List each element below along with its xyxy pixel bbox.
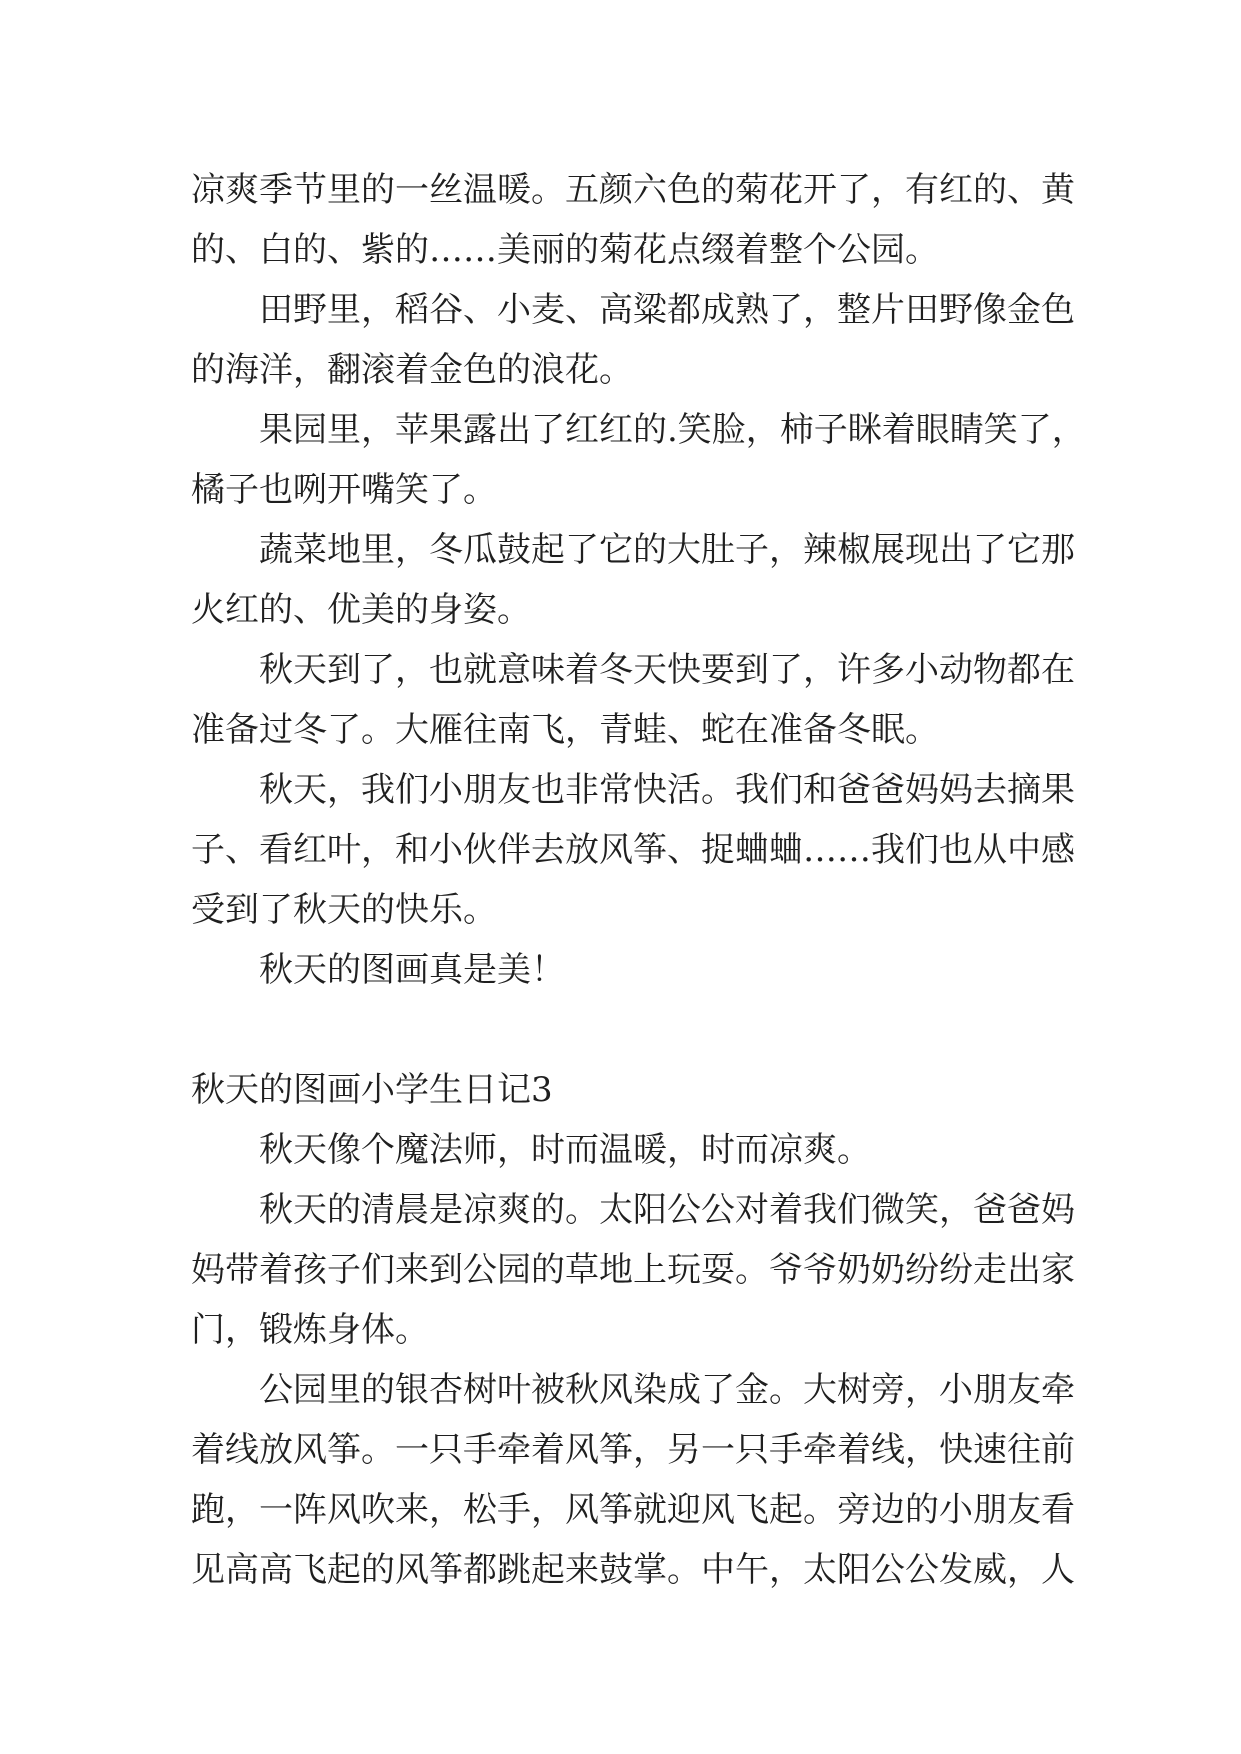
paragraph-line: 田野里，稻谷、小麦、高粱都成熟了，整片田野像金色: [259, 290, 1075, 330]
text-line: 子、看红叶，和小伙伴去放风筝、捉蛐蛐……我们也从中感: [191, 830, 1075, 870]
text-line: 跑，一阵风吹来，松手，风筝就迎风飞起。旁边的小朋友看: [191, 1490, 1075, 1530]
text-line: 的、白的、紫的……美丽的菊花点缀着整个公园。: [191, 230, 939, 270]
text-line: 凉爽季节里的一丝温暖。五颜六色的菊花开了，有红的、黄: [191, 170, 1075, 210]
paragraph-line: 果园里，苹果露出了红红的.笑脸，柿子眯着眼睛笑了，: [259, 410, 1086, 450]
text-line: 的海洋，翻滚着金色的浪花。: [191, 350, 633, 390]
text-line: 门，锻炼身体。: [191, 1310, 429, 1350]
section-title: 秋天的图画小学生日记3: [191, 1070, 553, 1110]
text-line: 橘子也咧开嘴笑了。: [191, 470, 497, 510]
text-line: 见高高飞起的风筝都跳起来鼓掌。中午，太阳公公发威，人: [191, 1550, 1075, 1590]
document-body: [191, 160, 1086, 1600]
text-line: 受到了秋天的快乐。: [191, 890, 497, 930]
text-line: 着线放风筝。一只手牵着风筝，另一只手牵着线，快速往前: [191, 1430, 1075, 1470]
paragraph-line: 秋天到了，也就意味着冬天快要到了，许多小动物都在: [259, 650, 1075, 690]
paragraph-line: 蔬菜地里，冬瓜鼓起了它的大肚子，辣椒展现出了它那: [259, 530, 1075, 570]
text-line: 妈带着孩子们来到公园的草地上玩耍。爷爷奶奶纷纷走出家: [191, 1250, 1075, 1290]
paragraph-line: 公园里的银杏树叶被秋风染成了金。大树旁，小朋友牵: [259, 1370, 1075, 1410]
paragraph-line: 秋天，我们小朋友也非常快活。我们和爸爸妈妈去摘果: [259, 770, 1075, 810]
paragraph-line: 秋天像个魔法师，时而温暖，时而凉爽。: [259, 1130, 871, 1170]
paragraph-line: 秋天的清晨是凉爽的。太阳公公对着我们微笑，爸爸妈: [259, 1190, 1075, 1230]
text-line: 准备过冬了。大雁往南飞，青蛙、蛇在准备冬眠。: [191, 710, 939, 750]
paragraph-line: 秋天的图画真是美！: [259, 950, 565, 990]
text-line: 火红的、优美的身姿。: [191, 590, 531, 630]
